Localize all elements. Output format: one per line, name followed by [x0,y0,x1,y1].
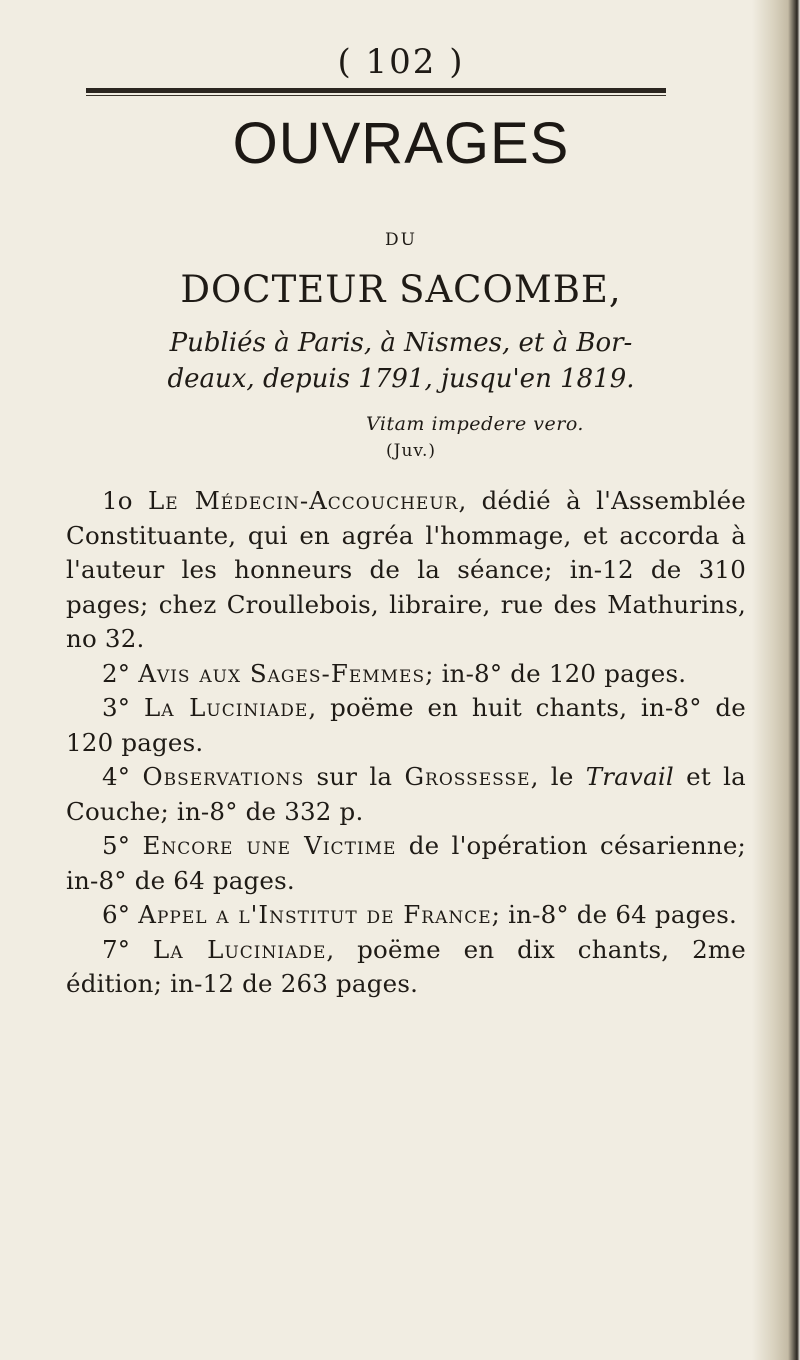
entry-title: Appel a l'Institut de France [138,900,492,929]
subtitle-line-2: deaux, depuis 1791, jusqu'en 1819. [167,364,635,394]
entry-italic: Travail [585,762,674,791]
work-entry-2 [66,657,746,692]
title-connector: DU [385,230,417,250]
work-entry-1 [66,484,746,657]
entry-title-2: Grossesse [404,762,531,791]
entry-text: , poëme en dix chants, 2me édition; in-12 de 263 pages. [66,934,746,998]
entry-text-before: sur la [304,762,405,791]
page-title: OUVRAGES [232,111,570,176]
entry-number: 6° [102,900,131,929]
entry-title: Encore une Victime [142,831,397,860]
work-entry-6 [66,898,746,933]
entry-text: et la Couche; in-8° de 332 p. [66,762,746,826]
work-entry-4 [66,760,746,829]
work-entry-7 [66,933,746,1002]
epigraph: Vitam impedere vero. [366,413,584,435]
work-entry-5 [66,829,746,898]
entry-number: 7° [102,934,131,964]
entry-title: La Luciniade [144,693,309,722]
entry-text: de l'opération césarienne; in-8° de 64 pages. [66,831,746,895]
page-edge-shadow [752,0,800,1360]
entry-number: 5° [102,831,131,860]
entry-text: , poëme en huit chants, in-8° de 120 pages. [66,693,746,757]
entry-number: 3° [102,693,131,722]
publication-subtitle [56,325,746,397]
entry-number: 4° [102,762,131,791]
author-heading: DOCTEUR SACOMBE, [180,268,622,311]
entry-title: Le Médecin-Accoucheur [147,486,459,515]
epigraph-source: (Juv.) [386,441,437,461]
subtitle-line-1: Publiés à Paris, à Nismes, et à Bor- [169,328,633,358]
entry-number: 1o [102,486,133,515]
entry-text: , dédié à l'Assemblée Constituante, qui en agréa l'hommage, et accorda à l'auteur les honneurs de la séance; in-12 de 310 pages; chez Croullebois, libraire, rue des Mathurins, no 32. [66,486,746,653]
entry-text: ; in-8° de 64 pages. [491,900,737,929]
header-rule [86,88,666,93]
entry-title: Observations [142,762,305,791]
works-list [66,484,746,1002]
entry-text: ; in-8° de 120 pages. [425,658,687,688]
entry-number: 2° [102,658,131,688]
book-page [56,0,746,1360]
entry-title: La Luciniade [153,934,327,964]
work-entry-3 [66,691,746,760]
entry-title: Avis aux Sages-Femmes [138,658,426,688]
page-number: ( 102 ) [337,42,465,82]
entry-text-mid: , le [530,762,586,791]
